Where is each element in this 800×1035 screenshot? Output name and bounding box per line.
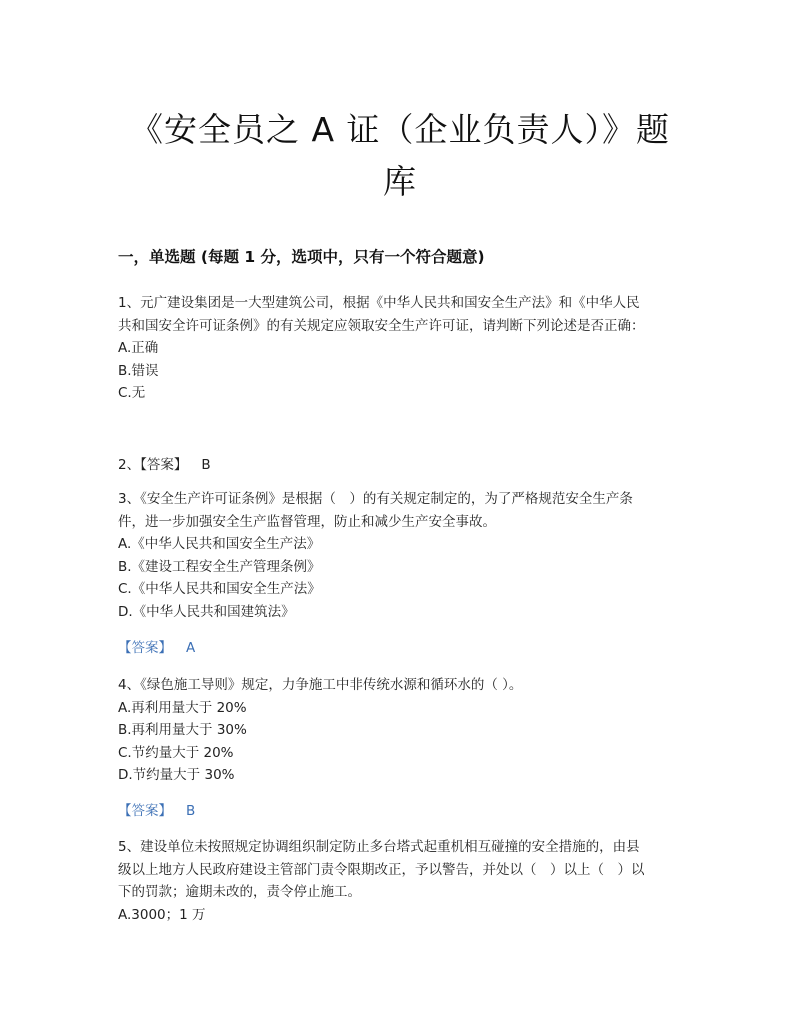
- answer-label: 【答案】: [118, 640, 172, 656]
- option-b: B.《建设工程安全生产管理条例》: [118, 558, 321, 575]
- answer-value: B: [186, 803, 196, 819]
- option-b: B.错误: [118, 362, 159, 379]
- option-c: C.《中华人民共和国安全生产法》: [118, 581, 321, 597]
- question-text-line: 1、元广建设集团是一大型建筑公司，根据《中华人民共和国安全生产法》和《中华人民: [118, 295, 640, 311]
- option-a: A.《中华人民共和国安全生产法》: [118, 536, 321, 552]
- answer-value: B: [201, 457, 211, 473]
- question-text-line: 3、《安全生产许可证条例》是根据（ ）的有关规定制定的，为了严格规范安全生产条: [118, 491, 633, 507]
- answer-value: A: [186, 640, 196, 656]
- answer-4: [118, 800, 678, 823]
- document-title: [100, 104, 700, 208]
- title-line-2: 库: [383, 162, 417, 201]
- option-c: C.节约量大于 20%: [118, 744, 234, 761]
- answer-3: [118, 637, 678, 660]
- question-text-line: 4、《绿色施工导则》规定，力争施工中非传统水源和循环水的（ ）。: [118, 677, 523, 693]
- answer-label: 2、【答案】: [118, 457, 188, 473]
- question-text-line: 下的罚款；逾期未改的，责令停止施工。: [118, 884, 361, 900]
- option-a: A.3000；1 万: [118, 906, 206, 923]
- option-b: B.再利用量大于 30%: [118, 722, 247, 738]
- answer-label: 【答案】: [118, 803, 172, 819]
- question-text-line: 5、建设单位未按照规定协调组织制定防止多台塔式起重机相互碰撞的安全措施的，由县: [118, 839, 640, 855]
- question-text-line: 件，进一步加强安全生产监督管理，防止和减少生产安全事故。: [118, 513, 496, 530]
- option-a: A.再利用量大于 20%: [118, 699, 247, 716]
- question-5: [118, 836, 678, 926]
- option-d: D.《中华人民共和国建筑法》: [118, 603, 295, 620]
- option-a: A.正确: [118, 340, 159, 356]
- question-text-line: 共和国安全许可证条例》的有关规定应领取安全生产许可证，请判断下列论述是否正确：: [118, 317, 645, 334]
- answer-2: [118, 454, 678, 477]
- title-line-1: 《安全员之 A 证（企业负责人）》题: [129, 110, 671, 149]
- question-3: [118, 488, 678, 623]
- question-1: [118, 292, 678, 405]
- question-4: [118, 674, 678, 787]
- section-heading: 一，单选题 (每题 1 分，选项中，只有一个符合题意): [118, 248, 485, 266]
- option-d: D.节约量大于 30%: [118, 767, 235, 783]
- option-c: C.无: [118, 385, 146, 401]
- question-text-line: 级以上地方人民政府建设主管部门责令限期改正，予以警告，并处以（ ）以上（ ）以: [118, 861, 645, 878]
